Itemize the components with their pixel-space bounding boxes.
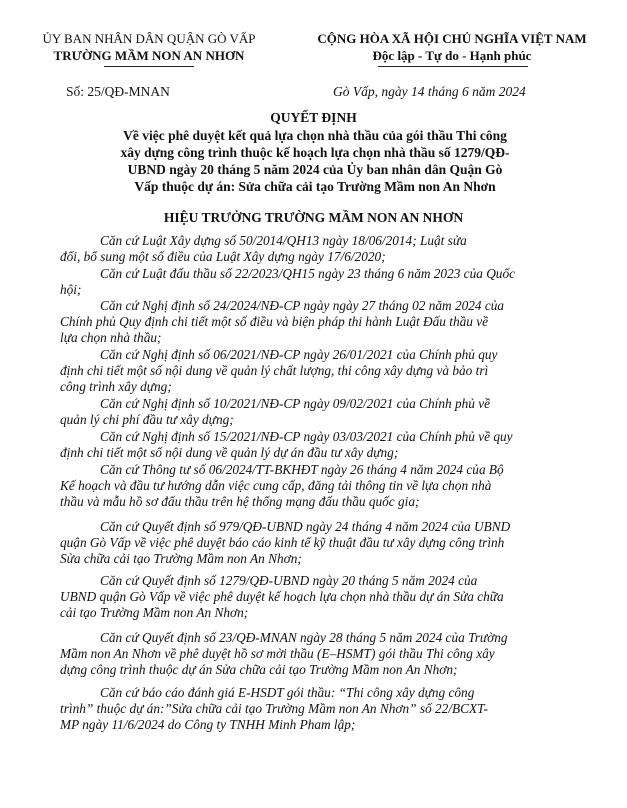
basis-line: quận Gò Vấp về việc phê duyệt báo cáo kinh tế kỹ thuật đầu tư xây dựng công trình	[60, 535, 505, 550]
basis-line: Căn cứ Nghị định số 15/2021/NĐ-CP ngày 03/03/2021 của Chính phủ về quy	[100, 429, 513, 444]
legal-basis-item	[60, 347, 590, 395]
basis-line: Căn cứ Nghị định số 24/2024/NĐ-CP ngày ngày 27 tháng 02 năm 2024 của	[100, 298, 505, 313]
basis-line: Căn cứ Quyết định số 979/QĐ-UBND ngày 24 tháng 4 năm 2024 của UBND	[100, 519, 511, 534]
subject-line: Về việc phê duyệt kết quả lựa chọn nhà thầu của gói thầu Thi công	[123, 128, 507, 143]
basis-line: MP ngày 11/6/2024 do Công ty TNHH Minh Pham lập;	[60, 717, 356, 732]
national-motto-block	[282, 30, 622, 64]
basis-line: công trình xây dựng;	[60, 379, 172, 394]
subject-line: UBND ngày 20 tháng 5 năm 2024 của Ủy ban nhân dân Quận Gò	[127, 162, 503, 177]
issuing-authority: HIỆU TRƯỞNG TRƯỜNG MẦM NON AN NHƠN	[163, 210, 464, 225]
basis-line: Căn cứ Thông tư số 06/2024/TT-BKHĐT ngày 26 tháng 4 năm 2024 của Bộ	[100, 462, 504, 477]
basis-line: Căn cứ Luật đấu thầu số 22/2023/QH15 ngày 23 tháng 6 năm 2023 của Quốc	[100, 266, 516, 281]
document-subject	[100, 127, 530, 195]
legal-basis-item	[60, 462, 590, 510]
legal-basis-item	[60, 685, 590, 733]
basis-line: Sửa chữa cải tạo Trường Mầm non An Nhơn;	[60, 551, 302, 566]
legal-basis-item	[60, 266, 590, 298]
basis-line: Căn cứ Nghị định số 10/2021/NĐ-CP ngày 09/02/2021 của Chính phủ về	[100, 396, 491, 411]
basis-line: thầu và mẫu hồ sơ đấu thầu trên hệ thống mạng đấu thầu quốc gia;	[60, 494, 420, 509]
legal-basis-item	[60, 519, 590, 567]
basis-line: Chính phủ Quy định chi tiết một số điều và biện pháp thi hành Luật Đấu thầu về	[60, 314, 489, 329]
issuing-agency-block	[14, 30, 284, 64]
district-committee-name: ỦY BAN NHÂN DÂN QUẬN GÒ VẤP	[42, 31, 256, 46]
basis-line: hội;	[60, 282, 82, 297]
nation-name: CỘNG HÒA XÃ HỘI CHỦ NGHĨA VIỆT NAM	[317, 31, 587, 46]
basis-line: Căn cứ Quyết định số 23/QĐ-MNAN ngày 28 tháng 5 năm 2024 của Trường	[100, 630, 508, 645]
school-name: TRƯỜNG MẦM NON AN NHƠN	[53, 48, 245, 63]
subject-line: xây dựng công trình thuộc kế hoạch lựa chọn nhà thầu số 1279/QĐ-	[120, 145, 510, 160]
basis-line: Căn cứ Nghị định số 06/2021/NĐ-CP ngày 26/01/2021 của Chính phủ quy	[100, 347, 498, 362]
basis-line: Mầm non An Nhơn về phê duyệt hồ sơ mời thầu (E–HSMT) gói thầu Thi công xây	[60, 646, 495, 661]
document-number: Số: 25/QĐ-MNAN	[66, 84, 170, 99]
basis-line: quản lý chi phí đầu tư xây dựng;	[60, 412, 234, 427]
basis-line: trình” thuộc dự án:”Sửa chữa cải tạo Trường Mầm non An Nhơn” số 22/BCXT-	[60, 701, 488, 716]
basis-line: dựng công trình thuộc dự án Sửa chữa cải tạo Trường Mầm non An Nhơn;	[60, 662, 458, 677]
basis-line: lựa chọn nhà thầu;	[60, 330, 162, 345]
basis-line: định chi tiết một số nội dung về quản lý chất lượng, thi công xây dựng và bảo trì	[60, 363, 489, 378]
document-title: QUYẾT ĐỊNH	[270, 110, 357, 125]
motto: Độc lập - Tự do - Hạnh phúc	[372, 48, 532, 63]
legal-basis-item	[60, 573, 590, 621]
motto-underline	[378, 66, 528, 67]
agency-underline	[104, 66, 194, 67]
legal-basis-item	[60, 233, 590, 265]
legal-basis-item	[60, 630, 590, 678]
basis-line: cải tạo Trường Mầm non An Nhơn;	[60, 605, 249, 620]
basis-line: đổi, bổ sung một số điều của Luật Xây dựng ngày 17/6/2020;	[60, 249, 386, 264]
legal-basis-item	[60, 429, 590, 461]
basis-line: Kế hoạch và đầu tư hướng dẫn việc cung cấp, đăng tải thông tin về lựa chọn nhà	[60, 478, 492, 493]
basis-line: Căn cứ Luật Xây dựng số 50/2014/QH13 ngày 18/06/2014; Luật sửa	[100, 233, 467, 248]
basis-line: UBND quận Gò Vấp về việc phê duyệt kế hoạch lựa chọn nhà thầu dự án Sửa chữa	[60, 589, 504, 604]
basis-line: định chi tiết một số nội dung về quản lý dự án đầu tư xây dựng;	[60, 445, 399, 460]
basis-line: Căn cứ báo cáo đánh giá E-HSDT gói thầu: “Thi công xây dựng công	[100, 685, 475, 700]
subject-line: Vấp thuộc dự án: Sửa chữa cải tạo Trường Mầm non An Nhơn	[134, 179, 496, 194]
legal-basis-item	[60, 396, 590, 428]
document-date: Gò Vấp, ngày 14 tháng 6 năm 2024	[333, 84, 526, 99]
legal-basis-item	[60, 298, 590, 346]
basis-line: Căn cứ Quyết định số 1279/QĐ-UBND ngày 20 tháng 5 năm 2024 của	[100, 573, 478, 588]
